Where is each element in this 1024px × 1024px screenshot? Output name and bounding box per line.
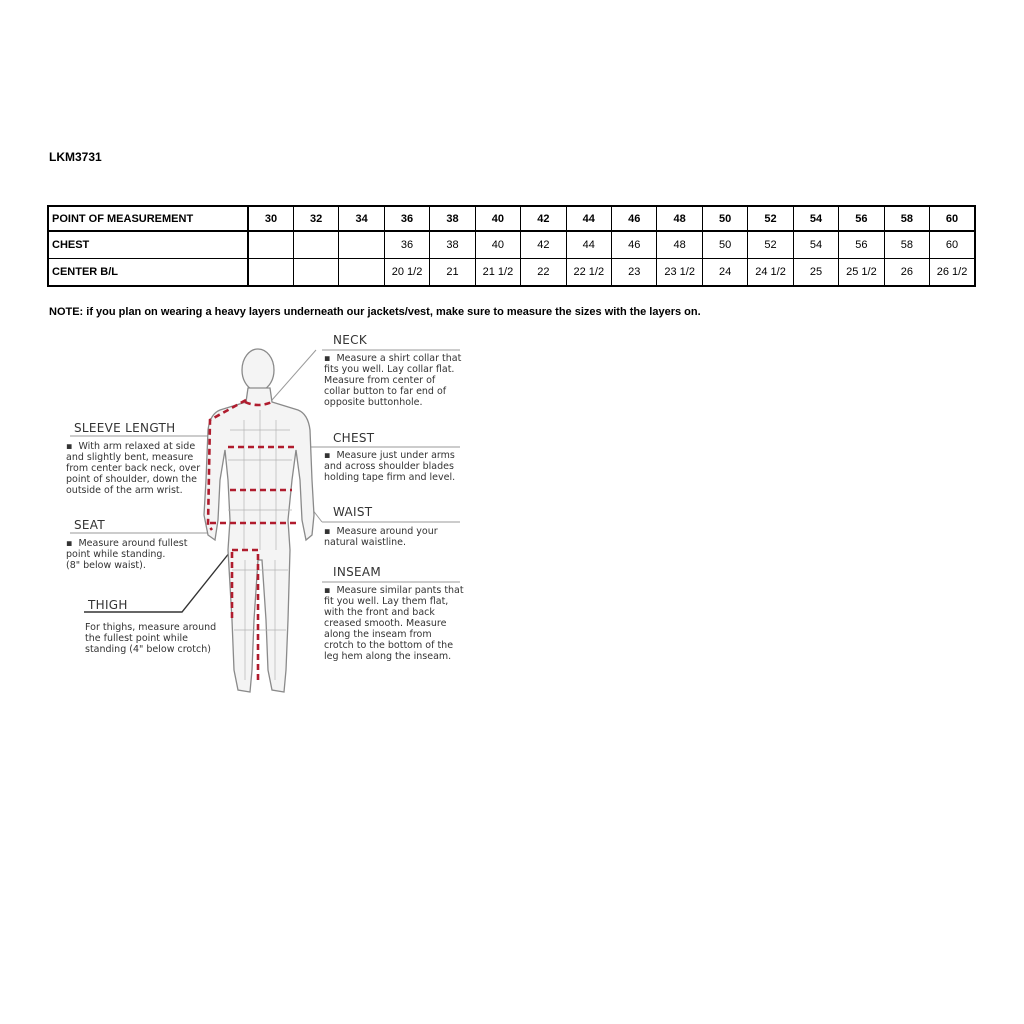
table-row: [48, 231, 975, 259]
measurement-guide: [60, 330, 480, 720]
size-header-cell: 58: [884, 206, 929, 231]
chest-instructions: ▪ Measure just under arms and across shoulder blades holding tape firm and level.: [324, 450, 474, 483]
measurement-cell: 52: [748, 231, 793, 259]
chest-title: CHEST: [333, 431, 375, 445]
size-header-cell: 32: [293, 206, 338, 231]
size-header-cell: 48: [657, 206, 702, 231]
measurement-cell: 58: [884, 231, 929, 259]
measurement-cell: 24 1/2: [748, 259, 793, 287]
size-header-cell: 36: [384, 206, 429, 231]
measurement-cell: [339, 231, 384, 259]
table-header-row: [48, 206, 975, 231]
row-label: CHEST: [48, 231, 248, 259]
measurement-cell: 23 1/2: [657, 259, 702, 287]
size-header-cell: 46: [612, 206, 657, 231]
measurement-cell: [248, 231, 293, 259]
neck-instructions: ▪ Measure a shirt collar that fits you well. Lay collar flat. Measure from center of collar button to far end of opposite buttonhole.: [324, 353, 474, 408]
measurement-cell: 22 1/2: [566, 259, 611, 287]
measurement-cell: 21 1/2: [475, 259, 520, 287]
row-label: POINT OF MEASUREMENT: [48, 206, 248, 231]
measurement-cell: 20 1/2: [384, 259, 429, 287]
measurement-cell: 44: [566, 231, 611, 259]
measurement-cell: 23: [612, 259, 657, 287]
measurement-cell: 46: [612, 231, 657, 259]
size-header-cell: 54: [793, 206, 838, 231]
size-header-cell: 56: [839, 206, 884, 231]
measurement-cell: 56: [839, 231, 884, 259]
size-header-cell: 40: [475, 206, 520, 231]
measurement-cell: [339, 259, 384, 287]
size-header-cell: 52: [748, 206, 793, 231]
size-header-cell: 50: [702, 206, 747, 231]
layering-note: NOTE: if you plan on wearing a heavy layers underneath our jackets/vest, make sure to measure the sizes with the layers on.: [49, 306, 701, 318]
measurement-cell: 25 1/2: [839, 259, 884, 287]
measurement-cell: 60: [930, 231, 975, 259]
thigh-title: THIGH: [88, 598, 128, 612]
seat-instructions: ▪ Measure around fullest point while standing. (8" below waist).: [66, 538, 206, 571]
row-label: CENTER B/L: [48, 259, 248, 287]
inseam-instructions: ▪ Measure similar pants that fit you well. Lay them flat, with the front and back creased smooth. Measure along the inseam from crotch to the bottom of the leg hem along the inseam.: [324, 585, 474, 662]
sleeve-length-title: SLEEVE LENGTH: [74, 421, 176, 435]
seat-title: SEAT: [74, 518, 106, 532]
measurement-cell: 38: [430, 231, 475, 259]
measurement-cell: 26: [884, 259, 929, 287]
size-header-cell: 60: [930, 206, 975, 231]
measurement-cell: 48: [657, 231, 702, 259]
measurement-cell: 54: [793, 231, 838, 259]
size-header-cell: 44: [566, 206, 611, 231]
measurement-cell: 25: [793, 259, 838, 287]
neck-title: NECK: [333, 333, 368, 347]
size-header-cell: 34: [339, 206, 384, 231]
measurement-cell: 24: [702, 259, 747, 287]
table-row: [48, 259, 975, 287]
measurement-cell: 26 1/2: [930, 259, 975, 287]
measurement-cell: 22: [521, 259, 566, 287]
measurement-cell: [293, 231, 338, 259]
size-header-cell: 42: [521, 206, 566, 231]
waist-title: WAIST: [333, 505, 373, 519]
measurement-cell: 36: [384, 231, 429, 259]
waist-instructions: ▪ Measure around your natural waistline.: [324, 526, 474, 548]
inseam-title: INSEAM: [333, 565, 382, 579]
document-title: LKM3731: [49, 150, 102, 164]
measurement-cell: [248, 259, 293, 287]
measurement-cell: [293, 259, 338, 287]
measurement-cell: 42: [521, 231, 566, 259]
measurement-cell: 40: [475, 231, 520, 259]
thigh-instructions: For thighs, measure around the fullest point while standing (4" below crotch): [85, 622, 217, 655]
sleeve-length-instructions: ▪ With arm relaxed at side and slightly bent, measure from center back neck, over point of shoulder, down the outside of the arm wrist.: [66, 441, 211, 496]
measurement-cell: 50: [702, 231, 747, 259]
size-header-cell: 30: [248, 206, 293, 231]
size-header-cell: 38: [430, 206, 475, 231]
size-chart-table: [47, 205, 976, 287]
measurement-cell: 21: [430, 259, 475, 287]
